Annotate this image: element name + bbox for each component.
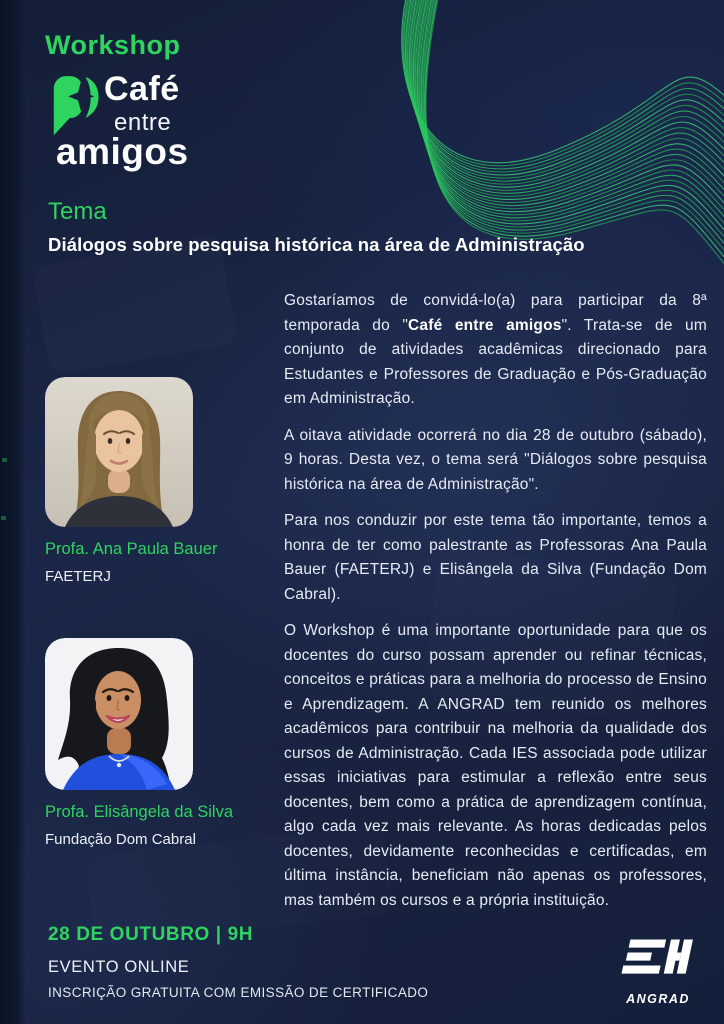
body-paragraph-4: O Workshop é uma importante oportunidade para que os docentes do curso possam aprender ou refinar técnicas, conceitos e práticas para a melhoria do processo de Ensino e Aprendizagem. A ANGRAD tem reunido os melhores acadêmicos para contribuir na melhoria da qualidade dos cursos de Administração. Cada IES associada pode utilizar essas iniciativas para estimular a reflexão entre seus docentes, bem como a prática de aprendizagem contínua, algo cada vez mais relevante. As horas dedicadas pelos docentes, devidamente reconhecidas e certificadas, em última instância, beneficiam não apenas os professores, mas também os cursos e a própria instituição.: [284, 622, 707, 909]
body-paragraph-2: A oitava atividade ocorrerá no dia 28 de outubro (sábado), 9 horas. Desta vez, o tema será "Diálogos sobre pesquisa histórica na área de Administração".: [284, 426, 707, 493]
paragraph-text: Gostaríamos de convidá-lo(a) para participar da 8ª temporada do ": [284, 292, 707, 334]
paragraph-text: ". Trata-se de um conjunto de atividades acadêmicas direcionado para Estudantes e Professores de Graduação e Pós-Graduação em Administração.: [284, 316, 707, 407]
speaker-affiliation: Fundação Dom Cabral: [45, 831, 196, 848]
speaker-name: Profa. Elisângela da Silva: [45, 803, 234, 821]
paragraph-bold-text: Café entre amigos: [408, 316, 562, 334]
page-title: Diálogos sobre pesquisa histórica na área de Administração: [48, 234, 585, 255]
body-text-column: [284, 289, 707, 925]
logo-word-amigos: amigos: [56, 131, 189, 172]
angrad-logo: [612, 934, 704, 1006]
speaker-card-ana-paula: [45, 377, 255, 585]
workshop-kicker: Workshop: [45, 30, 181, 60]
logo-word-entre: entre: [114, 109, 172, 136]
speaker-photo-ana-paula: [45, 377, 193, 527]
body-paragraph-1: [284, 289, 707, 412]
logo-word-cafe: Café: [104, 70, 180, 108]
edge-speck-decoration: [2, 458, 7, 462]
body-paragraph-3: Para nos conduzir por este tema tão importante, temos a honra de ter como palestrante as Professoras Ana Paula Bauer (FAETERJ) e Elisângela da Silva (Fundação Dom Cabral).: [284, 512, 707, 603]
event-registration: INSCRIÇÃO GRATUITA COM EMISSÃO DE CERTIFICADO: [48, 985, 429, 1000]
angrad-brand-label: ANGRAD: [626, 992, 690, 1006]
speaker-name: Profa. Ana Paula Bauer: [45, 540, 218, 558]
tema-label: Tema: [48, 198, 107, 225]
event-mode: EVENTO ONLINE: [48, 958, 190, 976]
cafe-entre-amigos-logo-icon: [48, 70, 100, 140]
event-info-block: [48, 924, 428, 1000]
angrad-logo-icon: [619, 934, 697, 984]
left-edge-shade: [0, 0, 26, 1024]
speaker-affiliation: FAETERJ: [45, 568, 111, 585]
edge-speck-decoration: [1, 516, 6, 520]
speaker-photo-elisangela: [45, 638, 193, 790]
speaker-card-elisangela: [45, 638, 255, 848]
event-datetime: 28 DE OUTUBRO | 9H: [48, 924, 254, 945]
